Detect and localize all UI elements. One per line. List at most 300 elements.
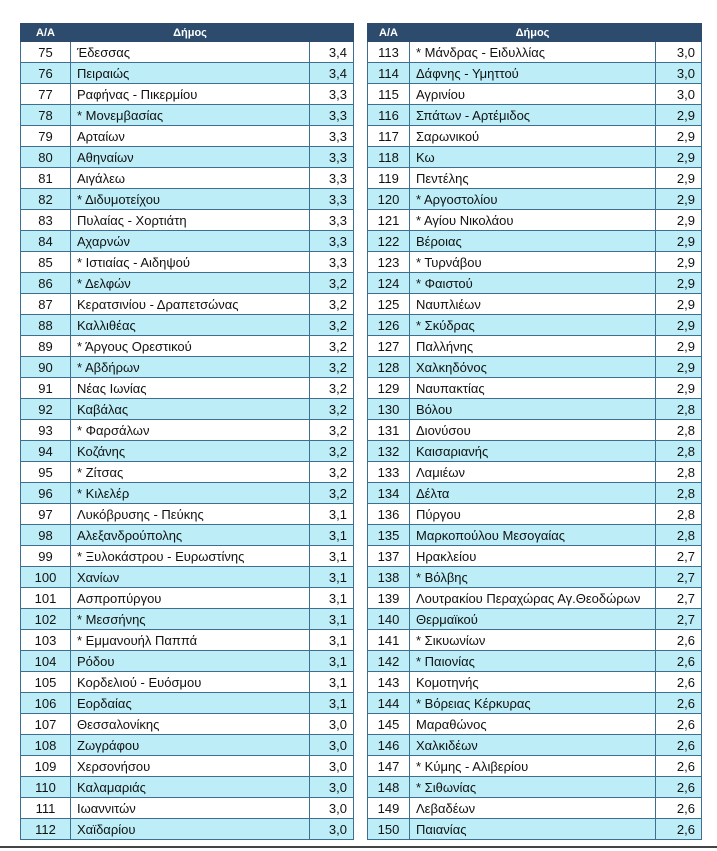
municipality-name: Χαϊδαρίου [71,819,310,840]
row-value: 2,6 [656,735,702,756]
row-number: 85 [21,252,71,273]
row-number: 124 [368,273,410,294]
municipality-name: * Αργοστολίου [410,189,656,210]
municipality-name: Λαμιέων [410,462,656,483]
row-number: 149 [368,798,410,819]
municipality-name: * Σκύδρας [410,315,656,336]
municipality-name: Σπάτων - Αρτέμιδος [410,105,656,126]
municipality-name: Χανίων [71,567,310,588]
header-aa: Α/Α [368,24,410,42]
table-row [21,672,354,693]
table-row [21,483,354,504]
table-row [368,756,702,777]
row-number: 80 [21,147,71,168]
table-row [21,378,354,399]
row-value: 2,9 [656,126,702,147]
table-row [21,84,354,105]
table-row [21,693,354,714]
table-row [21,105,354,126]
municipality-name: * Σιθωνίας [410,777,656,798]
municipality-name: * Ιστιαίας - Αιδηψού [71,252,310,273]
table-row [368,609,702,630]
table-row [21,777,354,798]
municipality-name: Ζωγράφου [71,735,310,756]
row-number: 98 [21,525,71,546]
row-value: 2,9 [656,252,702,273]
table-row [21,651,354,672]
municipality-name: Ηρακλείου [410,546,656,567]
table-row [368,462,702,483]
row-value: 2,6 [656,630,702,651]
table-row [368,420,702,441]
municipality-name: * Σικυωνίων [410,630,656,651]
row-number: 99 [21,546,71,567]
table-row [368,231,702,252]
row-value: 2,6 [656,651,702,672]
row-number: 109 [21,756,71,777]
row-number: 128 [368,357,410,378]
municipality-name: Σαρωνικού [410,126,656,147]
row-value: 3,3 [310,147,354,168]
municipality-name: Θερμαϊκού [410,609,656,630]
row-number: 100 [21,567,71,588]
municipality-name: Χερσονήσου [71,756,310,777]
table-row [368,126,702,147]
row-value: 3,1 [310,567,354,588]
municipality-name: Πυλαίας - Χορτιάτη [71,210,310,231]
row-value: 3,1 [310,588,354,609]
row-number: 136 [368,504,410,525]
row-value: 3,3 [310,84,354,105]
row-value: 2,6 [656,672,702,693]
table-row [368,819,702,840]
row-number: 90 [21,357,71,378]
municipality-name: Αθηναίων [71,147,310,168]
row-value: 2,7 [656,546,702,567]
row-number: 117 [368,126,410,147]
municipality-name: * Αβδήρων [71,357,310,378]
row-value: 3,3 [310,210,354,231]
row-number: 146 [368,735,410,756]
table-row [368,546,702,567]
table-row [368,189,702,210]
table-row [368,567,702,588]
municipality-name: Βέροιας [410,231,656,252]
municipality-name: * Βόρειας Κέρκυρας [410,693,656,714]
row-value: 3,1 [310,672,354,693]
row-number: 148 [368,777,410,798]
row-value: 2,8 [656,441,702,462]
row-number: 102 [21,609,71,630]
municipality-name: * Φαρσάλων [71,420,310,441]
municipality-name: Δέλτα [410,483,656,504]
municipality-name: * Μάνδρας - Ειδυλλίας [410,42,656,63]
row-value: 3,2 [310,483,354,504]
row-number: 92 [21,399,71,420]
header-value [656,24,702,42]
table-row [368,42,702,63]
table-row [368,672,702,693]
municipality-name: Παιανίας [410,819,656,840]
row-value: 2,8 [656,462,702,483]
row-number: 112 [21,819,71,840]
table-row [21,168,354,189]
row-value: 3,0 [656,63,702,84]
table-row [21,441,354,462]
municipality-name: * Κύμης - Αλιβερίου [410,756,656,777]
row-number: 118 [368,147,410,168]
row-number: 131 [368,420,410,441]
table-row [21,210,354,231]
table-header-row [21,24,354,42]
table-row [21,63,354,84]
row-number: 103 [21,630,71,651]
row-number: 97 [21,504,71,525]
table-row [368,168,702,189]
municipality-name: Κορδελιού - Ευόσμου [71,672,310,693]
row-number: 114 [368,63,410,84]
row-value: 3,4 [310,63,354,84]
row-value: 3,0 [310,819,354,840]
table-row [368,357,702,378]
header-dimos: Δήμος [410,24,656,42]
table-row [21,126,354,147]
municipality-name: * Μονεμβασίας [71,105,310,126]
table-row [368,210,702,231]
row-number: 116 [368,105,410,126]
row-number: 106 [21,693,71,714]
row-value: 2,6 [656,798,702,819]
municipality-name: Καισαριανής [410,441,656,462]
municipality-name: * Διδυμοτείχου [71,189,310,210]
municipality-name: Λεβαδέων [410,798,656,819]
table-row [21,315,354,336]
row-number: 96 [21,483,71,504]
table-row [21,294,354,315]
municipality-name: Μαρκοπούλου Μεσογαίας [410,525,656,546]
table-row [368,693,702,714]
row-number: 108 [21,735,71,756]
row-value: 3,1 [310,525,354,546]
table-row [368,630,702,651]
row-number: 142 [368,651,410,672]
row-number: 126 [368,315,410,336]
municipality-name: Λυκόβρυσης - Πεύκης [71,504,310,525]
row-value: 2,9 [656,147,702,168]
table-row [21,525,354,546]
municipality-name: * Βόλβης [410,567,656,588]
row-number: 141 [368,630,410,651]
municipality-name: Κερατσινίου - Δραπετσώνας [71,294,310,315]
table-row [21,735,354,756]
municipality-name: Ιωαννιτών [71,798,310,819]
row-number: 105 [21,672,71,693]
row-value: 2,9 [656,210,702,231]
bottom-divider [0,846,717,848]
row-value: 2,8 [656,399,702,420]
table-row [368,63,702,84]
table-row [21,798,354,819]
table-row [21,756,354,777]
municipality-name: Ρόδου [71,651,310,672]
municipality-name: Αγρινίου [410,84,656,105]
row-value: 2,6 [656,756,702,777]
row-value: 2,8 [656,504,702,525]
table-row [21,609,354,630]
table-row [21,714,354,735]
row-value: 2,9 [656,294,702,315]
row-number: 119 [368,168,410,189]
row-value: 3,2 [310,273,354,294]
municipality-name: Αιγάλεω [71,168,310,189]
row-number: 107 [21,714,71,735]
municipality-name: * Ζίτσας [71,462,310,483]
municipality-name: * Μεσσήνης [71,609,310,630]
table-row [368,735,702,756]
municipality-name: Χαλκηδόνος [410,357,656,378]
row-number: 88 [21,315,71,336]
table-header-row [368,24,702,42]
row-value: 3,2 [310,378,354,399]
row-number: 150 [368,819,410,840]
row-value: 2,7 [656,567,702,588]
municipality-name: * Αγίου Νικολάου [410,210,656,231]
row-value: 2,9 [656,315,702,336]
table-row [368,777,702,798]
row-value: 3,1 [310,609,354,630]
row-value: 3,4 [310,42,354,63]
row-value: 3,0 [310,735,354,756]
municipality-name: Ασπροπύργου [71,588,310,609]
row-number: 94 [21,441,71,462]
table-row [21,420,354,441]
row-number: 78 [21,105,71,126]
row-value: 3,1 [310,630,354,651]
municipality-name: Κομοτηνής [410,672,656,693]
row-number: 140 [368,609,410,630]
row-number: 110 [21,777,71,798]
table-row [21,189,354,210]
row-number: 77 [21,84,71,105]
row-number: 93 [21,420,71,441]
row-value: 3,3 [310,105,354,126]
municipality-name: * Φαιστού [410,273,656,294]
table-row [21,42,354,63]
row-number: 120 [368,189,410,210]
row-value: 3,0 [310,756,354,777]
row-number: 115 [368,84,410,105]
municipality-name: Μαραθώνος [410,714,656,735]
row-number: 130 [368,399,410,420]
table-row [368,315,702,336]
table-row [368,483,702,504]
municipality-name: Ναυπλιέων [410,294,656,315]
municipality-name: Ναυπακτίας [410,378,656,399]
row-number: 123 [368,252,410,273]
row-number: 104 [21,651,71,672]
row-number: 76 [21,63,71,84]
table-row [368,105,702,126]
row-value: 3,2 [310,399,354,420]
table-row [368,504,702,525]
header-value [310,24,354,42]
table-row [21,273,354,294]
row-number: 125 [368,294,410,315]
municipality-name: * Τυρνάβου [410,252,656,273]
municipality-name: * Άργους Ορεστικού [71,336,310,357]
table-row [368,588,702,609]
row-number: 89 [21,336,71,357]
municipality-name: Αλεξανδρούπολης [71,525,310,546]
municipality-name: Ραφήνας - Πικερμίου [71,84,310,105]
table-row [368,336,702,357]
row-value: 2,9 [656,378,702,399]
municipality-name: * Ξυλοκάστρου - Ευρωστίνης [71,546,310,567]
municipality-name: Εορδαίας [71,693,310,714]
table-row [21,546,354,567]
row-value: 3,0 [310,777,354,798]
row-value: 2,9 [656,105,702,126]
row-number: 144 [368,693,410,714]
table-row [368,252,702,273]
row-value: 2,8 [656,420,702,441]
municipality-name: Καλαμαριάς [71,777,310,798]
row-number: 87 [21,294,71,315]
row-value: 3,0 [656,42,702,63]
municipality-name: Καλλιθέας [71,315,310,336]
municipality-name: Χαλκιδέων [410,735,656,756]
row-value: 3,2 [310,294,354,315]
row-number: 132 [368,441,410,462]
header-dimos: Δήμος [71,24,310,42]
row-number: 135 [368,525,410,546]
table-row [368,294,702,315]
municipality-name: Δάφνης - Υμηττού [410,63,656,84]
row-number: 79 [21,126,71,147]
row-value: 2,7 [656,609,702,630]
row-value: 3,3 [310,126,354,147]
row-number: 122 [368,231,410,252]
row-number: 147 [368,756,410,777]
row-value: 2,6 [656,777,702,798]
municipality-name: Έδεσσας [71,42,310,63]
row-value: 2,9 [656,336,702,357]
row-value: 3,3 [310,252,354,273]
row-value: 3,0 [310,714,354,735]
municipality-name: * Εμμανουήλ Παππά [71,630,310,651]
row-number: 134 [368,483,410,504]
table-row [21,462,354,483]
row-value: 3,0 [310,798,354,819]
row-number: 127 [368,336,410,357]
row-number: 129 [368,378,410,399]
table-row [368,399,702,420]
row-number: 121 [368,210,410,231]
row-value: 3,3 [310,168,354,189]
municipality-name: Καβάλας [71,399,310,420]
row-number: 139 [368,588,410,609]
row-value: 2,9 [656,189,702,210]
row-value: 3,1 [310,504,354,525]
municipality-name: * Δελφών [71,273,310,294]
row-value: 2,6 [656,714,702,735]
row-value: 3,2 [310,441,354,462]
table-row [368,378,702,399]
municipality-name: Κοζάνης [71,441,310,462]
ranking-table-right [367,23,702,840]
table-row [368,273,702,294]
municipality-name: * Κιλελέρ [71,483,310,504]
table-row [21,357,354,378]
row-number: 83 [21,210,71,231]
municipality-name: Κω [410,147,656,168]
table-row [368,441,702,462]
row-value: 2,8 [656,483,702,504]
table-row [21,819,354,840]
row-value: 3,2 [310,336,354,357]
row-value: 3,3 [310,189,354,210]
header-aa: Α/Α [21,24,71,42]
table-row [368,84,702,105]
row-number: 113 [368,42,410,63]
row-value: 3,1 [310,693,354,714]
row-value: 3,2 [310,420,354,441]
row-number: 133 [368,462,410,483]
row-value: 3,1 [310,651,354,672]
row-value: 3,2 [310,462,354,483]
municipality-name: Διονύσου [410,420,656,441]
row-value: 2,8 [656,525,702,546]
row-number: 84 [21,231,71,252]
row-value: 2,6 [656,819,702,840]
table-row [368,651,702,672]
municipality-name: Πύργου [410,504,656,525]
row-number: 101 [21,588,71,609]
table-row [21,567,354,588]
municipality-name: * Παιονίας [410,651,656,672]
row-value: 2,9 [656,357,702,378]
table-row [368,147,702,168]
ranking-table-left [20,23,354,840]
row-number: 75 [21,42,71,63]
municipality-name: Πειραιώς [71,63,310,84]
table-row [21,231,354,252]
row-number: 82 [21,189,71,210]
row-value: 2,9 [656,231,702,252]
municipality-name: Αχαρνών [71,231,310,252]
table-row [368,525,702,546]
table-row [21,147,354,168]
table-row [21,588,354,609]
row-number: 145 [368,714,410,735]
municipality-name: Πεντέλης [410,168,656,189]
row-number: 95 [21,462,71,483]
municipality-name: Νέας Ιωνίας [71,378,310,399]
row-value: 3,0 [656,84,702,105]
row-number: 111 [21,798,71,819]
table-row [21,252,354,273]
municipality-name: Αρταίων [71,126,310,147]
municipality-name: Βόλου [410,399,656,420]
row-number: 143 [368,672,410,693]
row-value: 3,1 [310,546,354,567]
municipality-name: Λουτρακίου Περαχώρας Αγ.Θεοδώρων [410,588,656,609]
row-value: 2,6 [656,693,702,714]
table-row [21,504,354,525]
row-number: 81 [21,168,71,189]
row-number: 138 [368,567,410,588]
row-number: 137 [368,546,410,567]
